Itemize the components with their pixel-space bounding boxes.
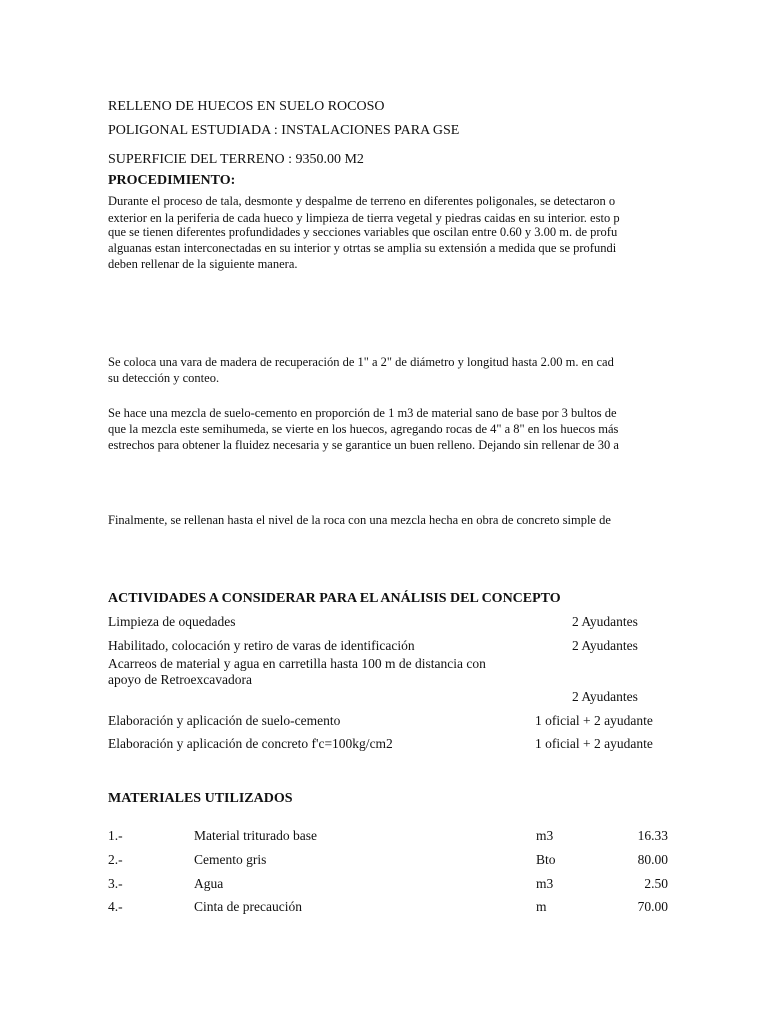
materiales-heading: MATERIALES UTILIZADOS [108,791,293,806]
superficie-line: SUPERFICIE DEL TERRENO : 9350.00 M2 [108,152,364,167]
procedimiento-heading: PROCEDIMIENTO: [108,173,236,188]
material-number: 4.- [108,899,123,914]
poligonal-line: POLIGONAL ESTUDIADA : INSTALACIONES PARA GSE [108,123,460,138]
paragraph-line: estrechos para obtener la fluidez necesaria y se garantice un buen relleno. Dejando sin rellenar de 30 a [108,438,619,452]
material-name: Cemento gris [194,852,267,867]
material-unit: m [536,899,547,914]
activity-description: Elaboración y aplicación de concreto f'c=100kg/cm2 [108,736,393,751]
paragraph-line: Se coloca una vara de madera de recuperación de 1" a 2" de diámetro y longitud hasta 2.00 m. en cad [108,355,614,369]
activity-crew: 2 Ayudantes [572,689,638,704]
paragraph-line: deben rellenar de la siguiente manera. [108,257,298,271]
activity-description: Elaboración y aplicación de suelo-cemento [108,713,341,728]
paragraph-line: alguanas estan interconectadas en su interior y otrtas se amplia su extensión a medida que se profundi [108,241,617,255]
paragraph-line: su detección y conteo. [108,371,220,385]
paragraph-line: que la mezcla este semihumeda, se vierte en los huecos, agregando rocas de 4" a 8" en los huecos más [108,422,619,436]
activity-crew: 2 Ayudantes [572,614,638,629]
activity-crew: 1 oficial + 2 ayudante [535,713,653,728]
activity-description: Habilitado, colocación y retiro de varas de identificación [108,638,415,653]
paragraph-line: exterior en la periferia de cada hueco y limpieza de tierra vegetal y piedras caidas en su interior. esto p [108,211,620,225]
activity-description: Acarreos de material y agua en carretilla hasta 100 m de distancia con [108,656,486,671]
activity-description: Limpieza de oquedades [108,614,236,629]
title-line: RELLENO DE HUECOS EN SUELO ROCOSO [108,99,385,114]
page-margin [672,0,768,1024]
activity-crew: 2 Ayudantes [572,638,638,653]
material-quantity: 2.50 [644,876,668,891]
actividades-heading: ACTIVIDADES A CONSIDERAR PARA EL ANÁLISIS DEL CONCEPTO [108,591,561,606]
material-quantity: 16.33 [637,828,668,843]
material-number: 2.- [108,852,123,867]
paragraph-line: que se tienen diferentes profundidades y secciones variables que oscilan entre 0.60 y 3.00 m. de profu [108,225,618,239]
material-number: 3.- [108,876,123,891]
material-unit: m3 [536,828,554,843]
material-unit: Bto [536,852,556,867]
material-name: Material triturado base [194,828,317,843]
activity-crew: 1 oficial + 2 ayudante [535,736,653,751]
material-unit: m3 [536,876,554,891]
material-number: 1.- [108,828,123,843]
material-name: Cinta de precaución [194,899,302,914]
paragraph-line: Se hace una mezcla de suelo-cemento en proporción de 1 m3 de material sano de base por 3 bultos de [108,406,617,420]
material-name: Agua [194,876,224,891]
activity-description-continued: apoyo de Retroexcavadora [108,672,252,687]
paragraph-line: Finalmente, se rellenan hasta el nivel de la roca con una mezcla hecha en obra de concreto simple de [108,513,611,527]
material-quantity: 70.00 [637,899,668,914]
paragraph-line: Durante el proceso de tala, desmonte y despalme de terreno en diferentes poligonales, se detectaron o [108,194,616,208]
material-quantity: 80.00 [637,852,668,867]
